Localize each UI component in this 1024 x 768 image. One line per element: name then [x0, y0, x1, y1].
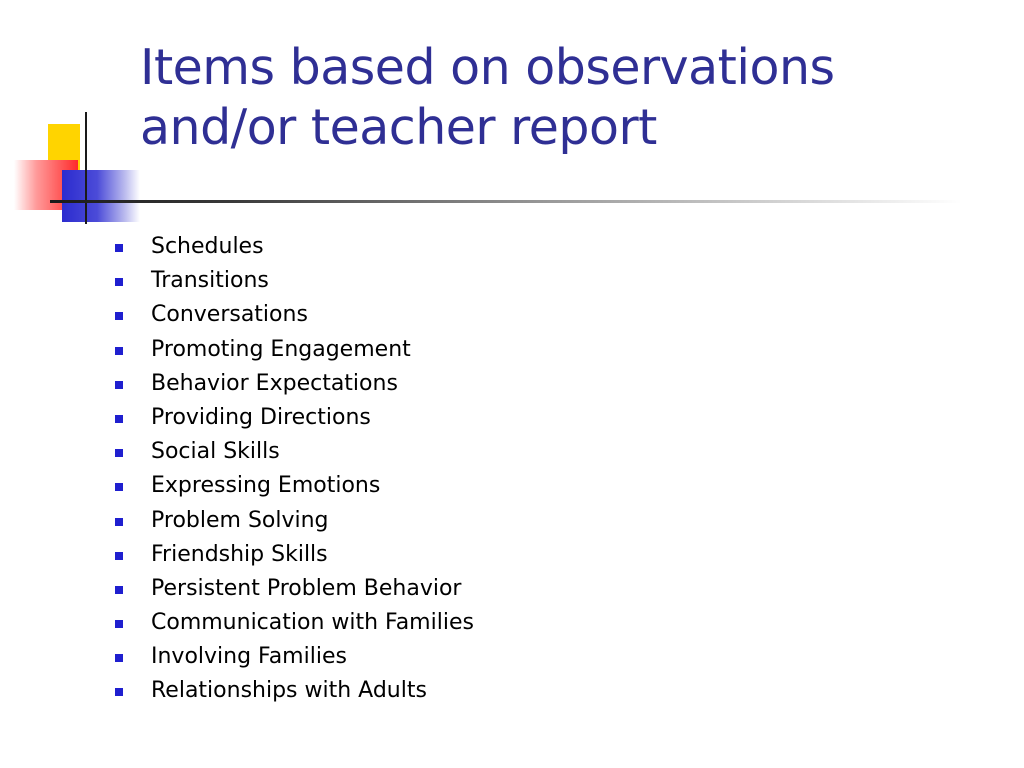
decorative-vertical-line	[85, 112, 87, 224]
square-bullet-icon	[115, 347, 123, 355]
list-item-label: Schedules	[151, 234, 264, 259]
square-bullet-icon	[115, 415, 123, 423]
title-divider-line	[50, 200, 962, 203]
square-bullet-icon	[115, 586, 123, 594]
slide-title	[140, 38, 1000, 158]
square-bullet-icon	[115, 278, 123, 286]
list-item	[112, 264, 474, 298]
list-item	[112, 333, 474, 367]
list-item-label: Problem Solving	[151, 507, 329, 533]
list-item-label: Communication with Families	[151, 610, 474, 636]
decorative-blue-gradient-square	[62, 170, 140, 222]
list-item-label: Promoting Engagement	[151, 336, 411, 362]
square-bullet-icon	[115, 381, 123, 389]
list-item-label: Friendship Skills	[151, 541, 328, 567]
list-item	[112, 367, 474, 401]
list-item	[112, 504, 474, 538]
list-item	[112, 640, 474, 674]
square-bullet-icon	[115, 688, 123, 696]
square-bullet-icon	[115, 518, 123, 526]
list-item-label: Behavior Expectations	[151, 370, 398, 396]
list-item	[112, 298, 474, 332]
bullet-list	[112, 230, 474, 709]
square-bullet-icon	[115, 483, 123, 491]
list-item	[112, 606, 474, 640]
list-item	[112, 230, 474, 264]
square-bullet-icon	[115, 244, 123, 252]
list-item	[112, 401, 474, 435]
list-item-label: Relationships with Adults	[151, 678, 427, 704]
list-item	[112, 469, 474, 503]
slide-title-line-2: and/or teacher report	[140, 99, 657, 156]
slide-title-line-1: Items based on observations	[140, 39, 835, 96]
list-item-label: Social Skills	[151, 439, 280, 465]
list-item-label: Transitions	[151, 268, 269, 294]
list-item-label: Conversations	[151, 302, 308, 328]
list-item	[112, 538, 474, 572]
square-bullet-icon	[115, 312, 123, 320]
list-item-label: Persistent Problem Behavior	[151, 575, 462, 601]
square-bullet-icon	[115, 552, 123, 560]
list-item	[112, 674, 474, 708]
square-bullet-icon	[115, 620, 123, 628]
list-item	[112, 435, 474, 469]
square-bullet-icon	[115, 449, 123, 457]
list-item-label: Providing Directions	[151, 404, 371, 430]
square-bullet-icon	[115, 654, 123, 662]
list-item-label: Expressing Emotions	[151, 473, 381, 499]
list-item-label: Involving Families	[151, 644, 347, 670]
list-item	[112, 572, 474, 606]
